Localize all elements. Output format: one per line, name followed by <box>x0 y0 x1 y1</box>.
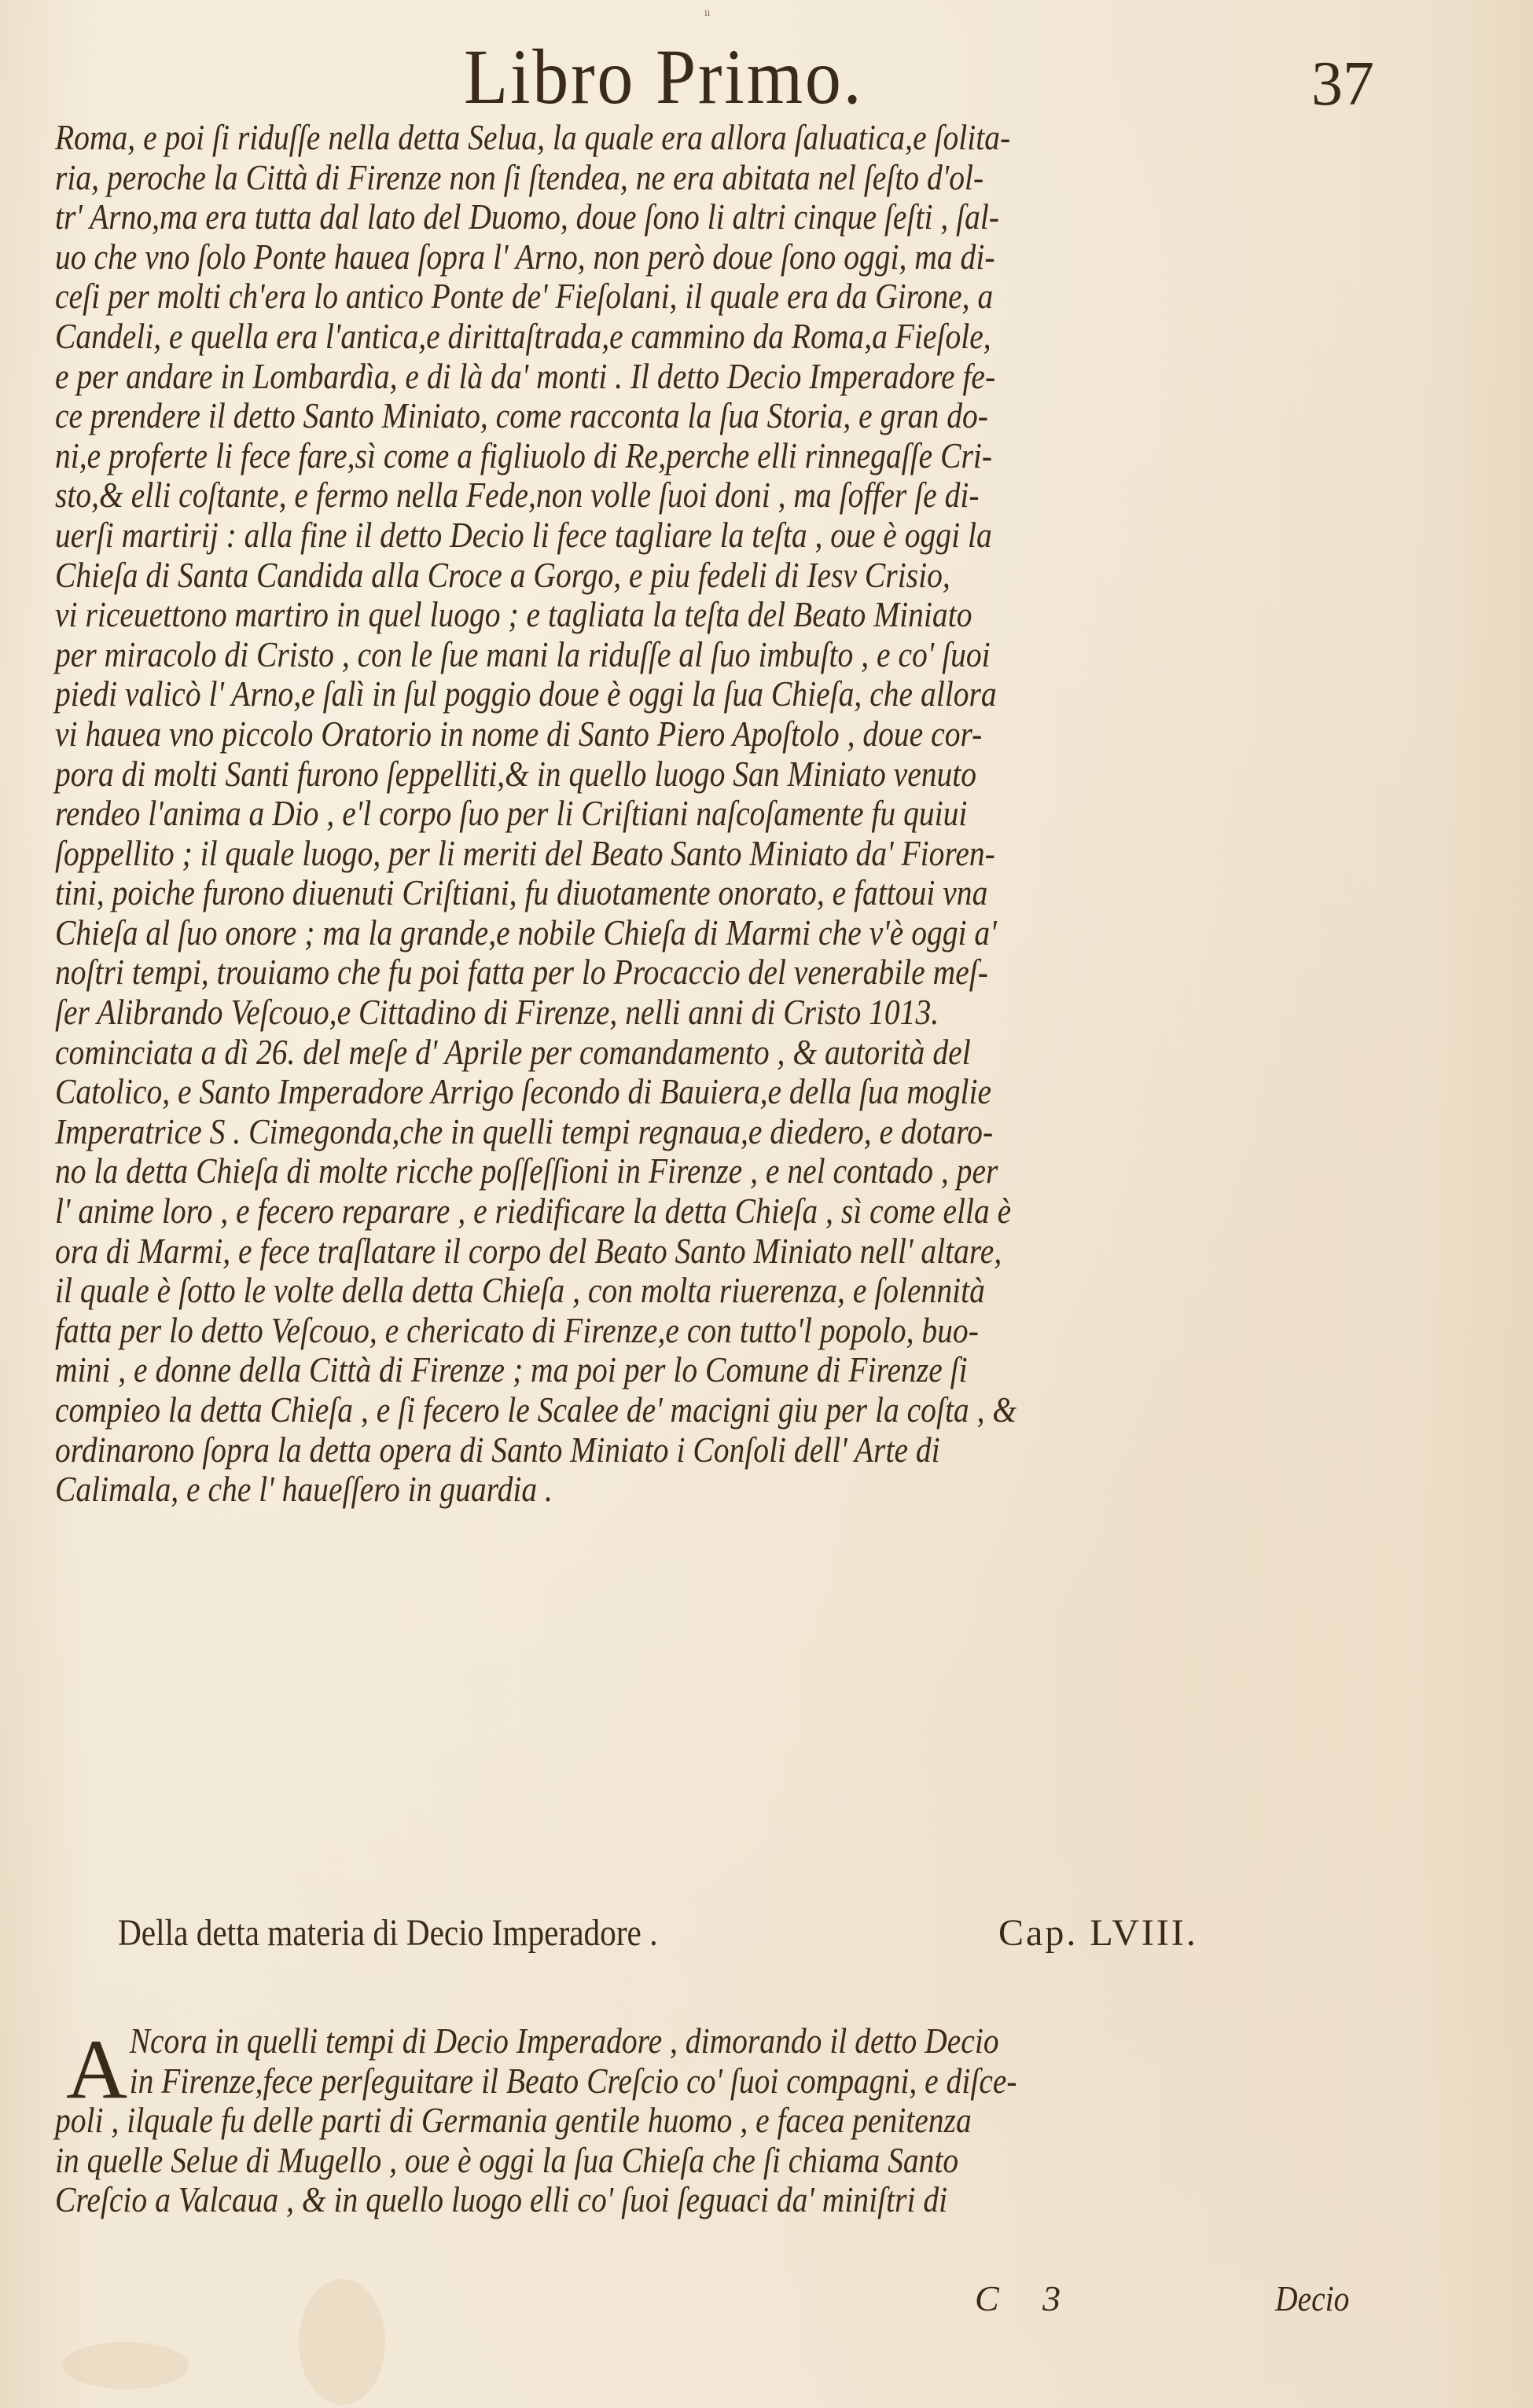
text-line: ſoppellito ; il quale luogo, per li meriti del Beato Santo Miniato da' Fioren- <box>55 832 995 873</box>
paragraph-2 <box>55 2021 1391 2220</box>
text-line: Candeli, e quella era l'antica,e dirittaſtrada,e cammino da Roma,a Fieſole, <box>55 315 991 356</box>
text-line: uerſi martirij : alla fine il detto Decio li fece tagliare la teſta , oue è oggi la <box>55 514 992 555</box>
text-line: ceſi per molti ch'era lo antico Ponte de' Fieſolani, il quale era da Girone, a <box>55 276 994 317</box>
text-line: piedi valicò l' Arno,e ſalì in ſul poggio doue è oggi la ſua Chieſa, che allora <box>55 674 997 714</box>
text-line: e per andare in Lombardìa, e di là da' monti . Il detto Decio Imperadore fe- <box>55 355 996 396</box>
text-line: compieo la detta Chieſa , e ſi fecero le Scalee de' macigni giu per la coſta , & <box>55 1389 1017 1430</box>
catchword: Decio <box>1275 2278 1350 2318</box>
text-line: Imperatrice S . Cimegonda,che in quelli tempi regnaua,e diedero, e dotaro- <box>55 1110 994 1151</box>
text-line: ce prendere il detto Santo Miniato, come racconta la ſua Storia, e gran do- <box>55 395 988 436</box>
chapter-heading <box>118 1911 1376 1955</box>
text-line: pora di molti Santi furono ſeppelliti,& in quello luogo San Miniato venuto <box>55 753 977 794</box>
text-line: Creſcio a Valcaua , & in quello luogo elli co' ſuoi ſeguaci da' miniſtri di <box>55 2179 948 2220</box>
text-line: poli , ilquale fu delle parti di Germania gentile huomo , e facea penitenza <box>55 2100 972 2141</box>
text-line: in quelle Selue di Mugello , oue è oggi la ſua Chieſa che ſi chiama Santo <box>55 2139 959 2180</box>
text-line: Calimala, e che l' haueſſero in guardia . <box>55 1469 553 1510</box>
text-line: ordinarono ſopra la detta opera di Santo Miniato i Conſoli dell' Arte di <box>55 1429 940 1470</box>
text-line: ora di Marmi, e fece traſlatare il corpo del Beato Santo Miniato nell' altare, <box>55 1230 1002 1271</box>
text-line: Chieſa al ſuo onore ; ma la grande,e nobile Chieſa di Marmi che v'è oggi a' <box>55 912 997 953</box>
text-line: tr' Arno,ma era tutta dal lato del Duomo, doue ſono li altri cinque ſeſti , ſal- <box>55 196 1000 237</box>
text-line: ria, peroche la Città di Firenze non ſi ſtendea, ne era abitata nel ſeſto d'ol- <box>55 156 984 197</box>
text-line: uo che vno ſolo Ponte hauea ſopra l' Arno, non però doue ſono oggi, ma di- <box>55 236 995 277</box>
paragraph-1 <box>55 118 1391 1510</box>
text-line: fatta per lo detto Veſcouo, e chericato di Firenze,e con tutto'l popolo, buo- <box>55 1309 979 1350</box>
text-line: Roma, e poi ſi riduſſe nella detta Selua, la quale era allora ſaluatica,e ſolita- <box>55 117 1011 157</box>
text-line: no la detta Chieſa di molte ricche poſſeſſioni in Firenze , e nel contado , per <box>55 1151 998 1191</box>
text-line: noſtri tempi, trouiamo che fu poi fatta per lo Procaccio del venerabile meſ- <box>55 952 988 993</box>
page-footer <box>0 2278 1533 2325</box>
text-line: il quale è ſotto le volte della detta Chieſa , con molta riuerenza, e ſolennità <box>55 1270 985 1311</box>
text-line: ſer Alibrando Veſcouo,e Cittadino di Firenze, nelli anni di Cristo 1013. <box>55 992 939 1033</box>
text-line: mini , e donne della Città di Firenze ; ma poi per lo Comune di Firenze ſi <box>55 1349 968 1390</box>
text-line: per miracolo di Cristo , con le ſue mani la riduſſe al ſuo imbuſto , e co' ſuoi <box>55 633 991 674</box>
page-number: 37 <box>1311 50 1374 119</box>
text-line: rendeo l'anima a Dio , e'l corpo ſuo per li Criſtiani naſcoſamente fu quiui <box>55 793 968 834</box>
paper-stain <box>63 2342 189 2389</box>
text-line: Chieſa di Santa Candida alla Croce a Gorgo, e piu fedeli di Iesv Crisio, <box>55 554 950 595</box>
signature-mark: ᵢᵢ <box>704 3 711 20</box>
drop-cap: A <box>66 2023 127 2116</box>
text-line: ni,e proferte li fece fare,sì come a figliuolo di Re,perche elli rinnegaſſe Cri- <box>55 435 993 475</box>
chapter-title: Della detta materia di Decio Imperadore . <box>118 1912 658 1954</box>
gathering-signature: C 3 <box>975 2278 1079 2318</box>
text-line: tini, poiche furono diuenuti Criſtiani, fu diuotamente onorato, e fattoui vna <box>55 872 988 913</box>
text-line: l' anime loro , e fecero reparare , e riedificare la detta Chieſa , sì come ella è <box>55 1191 1012 1232</box>
text-line: sto,& elli coſtante, e fermo nella Fede,non volle ſuoi doni , ma ſoffer ſe di- <box>55 475 980 516</box>
text-line: vi hauea vno piccolo Oratorio in nome di Santo Piero Apoſtolo , doue cor- <box>55 713 983 754</box>
text-line: Ncora in quelli tempi di Decio Imperadore , dimorando il detto Decio <box>129 2021 999 2061</box>
running-head <box>0 31 1533 118</box>
text-line: cominciata a dì 26. del meſe d' Aprile per comandamento , & autorità del <box>55 1031 971 1072</box>
chapter-number: Cap. LVIII. <box>998 1912 1198 1954</box>
running-title: Libro Primo. <box>464 33 864 120</box>
text-line: Catolico, e Santo Imperadore Arrigo ſecondo di Bauiera,e della ſua moglie <box>55 1071 992 1112</box>
text-line: in Firenze,fece perſeguitare il Beato Creſcio co' ſuoi compagni, e diſce- <box>129 2060 1017 2101</box>
text-line: vi riceuettono martiro in quel luogo ; e tagliata la teſta del Beato Miniato <box>55 594 972 635</box>
